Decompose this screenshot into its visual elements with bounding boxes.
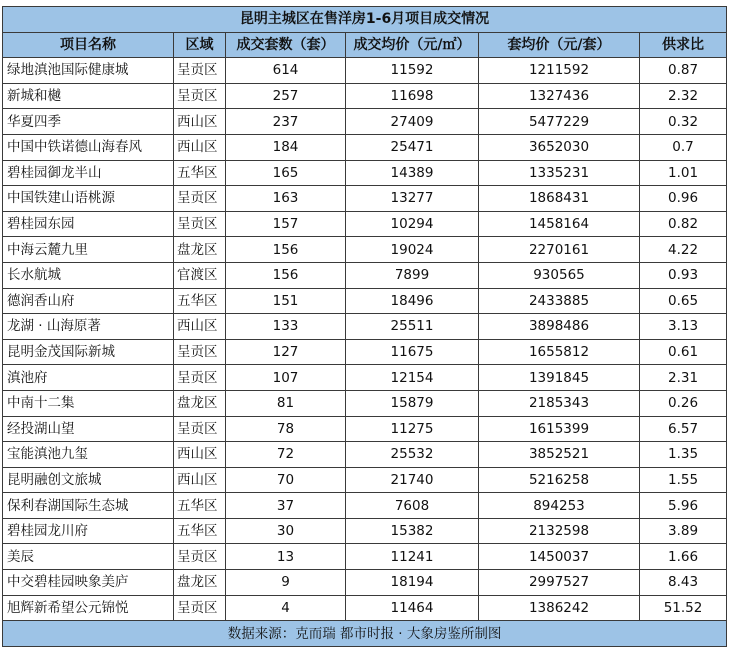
project-name-cell: 旭辉新希望公元锦悦 xyxy=(3,595,174,621)
table-row xyxy=(3,518,727,544)
district-cell: 五华区 xyxy=(174,518,226,544)
supply-ratio-cell: 1.01 xyxy=(640,160,727,186)
unit-price-cell: 1450037 xyxy=(479,544,640,570)
supply-ratio-cell: 51.52 xyxy=(640,595,727,621)
table-row xyxy=(3,58,727,84)
table-row xyxy=(3,595,727,621)
table-body xyxy=(3,58,727,621)
project-name-cell: 中交碧桂园映象美庐 xyxy=(3,570,174,596)
units-sold-cell: 9 xyxy=(226,570,346,596)
table-row xyxy=(3,390,727,416)
avg-price-cell: 10294 xyxy=(346,211,479,237)
units-sold-cell: 237 xyxy=(226,109,346,135)
unit-price-cell: 1391845 xyxy=(479,365,640,391)
supply-ratio-cell: 2.31 xyxy=(640,365,727,391)
district-cell: 西山区 xyxy=(174,134,226,160)
unit-price-cell: 3652030 xyxy=(479,134,640,160)
units-sold-cell: 70 xyxy=(226,467,346,493)
project-name-cell: 昆明金茂国际新城 xyxy=(3,339,174,365)
unit-price-cell: 5216258 xyxy=(479,467,640,493)
units-sold-cell: 156 xyxy=(226,262,346,288)
table-row xyxy=(3,467,727,493)
source-footer: 数据来源：克而瑞 都市时报 · 大象房鉴所制图 xyxy=(3,621,727,647)
table-row xyxy=(3,134,727,160)
units-sold-cell: 184 xyxy=(226,134,346,160)
unit-price-cell: 2997527 xyxy=(479,570,640,596)
district-cell: 呈贡区 xyxy=(174,595,226,621)
project-name-cell: 滇池府 xyxy=(3,365,174,391)
unit-price-cell: 2132598 xyxy=(479,518,640,544)
district-cell: 西山区 xyxy=(174,109,226,135)
avg-price-cell: 14389 xyxy=(346,160,479,186)
units-sold-cell: 165 xyxy=(226,160,346,186)
district-cell: 盘龙区 xyxy=(174,237,226,263)
table-row xyxy=(3,160,727,186)
table-row xyxy=(3,288,727,314)
avg-price-cell: 15879 xyxy=(346,390,479,416)
avg-price-cell: 11464 xyxy=(346,595,479,621)
supply-ratio-cell: 0.65 xyxy=(640,288,727,314)
unit-price-cell: 3852521 xyxy=(479,442,640,468)
supply-ratio-cell: 0.96 xyxy=(640,186,727,212)
supply-ratio-cell: 0.61 xyxy=(640,339,727,365)
supply-ratio-cell: 0.93 xyxy=(640,262,727,288)
supply-ratio-cell: 1.55 xyxy=(640,467,727,493)
unit-price-cell: 1868431 xyxy=(479,186,640,212)
supply-ratio-cell: 0.82 xyxy=(640,211,727,237)
units-sold-cell: 4 xyxy=(226,595,346,621)
table-row xyxy=(3,493,727,519)
avg-price-cell: 11275 xyxy=(346,416,479,442)
avg-price-cell: 25532 xyxy=(346,442,479,468)
units-sold-cell: 614 xyxy=(226,58,346,84)
table-row xyxy=(3,570,727,596)
avg-price-cell: 18496 xyxy=(346,288,479,314)
district-cell: 呈贡区 xyxy=(174,416,226,442)
project-name-cell: 保利春湖国际生态城 xyxy=(3,493,174,519)
table-row xyxy=(3,314,727,340)
unit-price-cell: 1615399 xyxy=(479,416,640,442)
units-sold-cell: 163 xyxy=(226,186,346,212)
supply-ratio-cell: 3.89 xyxy=(640,518,727,544)
unit-price-cell: 1655812 xyxy=(479,339,640,365)
table-row xyxy=(3,237,727,263)
unit-price-cell: 1458164 xyxy=(479,211,640,237)
units-sold-cell: 81 xyxy=(226,390,346,416)
avg-price-cell: 21740 xyxy=(346,467,479,493)
units-sold-cell: 127 xyxy=(226,339,346,365)
unit-price-cell: 930565 xyxy=(479,262,640,288)
avg-price-cell: 11241 xyxy=(346,544,479,570)
district-cell: 五华区 xyxy=(174,288,226,314)
district-cell: 呈贡区 xyxy=(174,186,226,212)
district-cell: 呈贡区 xyxy=(174,58,226,84)
project-name-cell: 中南十二集 xyxy=(3,390,174,416)
supply-ratio-cell: 8.43 xyxy=(640,570,727,596)
project-name-cell: 碧桂园御龙半山 xyxy=(3,160,174,186)
supply-ratio-cell: 3.13 xyxy=(640,314,727,340)
project-name-cell: 碧桂园东园 xyxy=(3,211,174,237)
project-name-cell: 德润香山府 xyxy=(3,288,174,314)
units-sold-cell: 72 xyxy=(226,442,346,468)
district-cell: 西山区 xyxy=(174,467,226,493)
table-row xyxy=(3,339,727,365)
project-name-cell: 龙湖 · 山海原著 xyxy=(3,314,174,340)
table-row xyxy=(3,544,727,570)
units-sold-cell: 30 xyxy=(226,518,346,544)
supply-ratio-cell: 6.57 xyxy=(640,416,727,442)
district-cell: 五华区 xyxy=(174,160,226,186)
project-name-cell: 碧桂园龙川府 xyxy=(3,518,174,544)
table-row xyxy=(3,365,727,391)
supply-ratio-cell: 1.35 xyxy=(640,442,727,468)
table-row xyxy=(3,416,727,442)
district-cell: 西山区 xyxy=(174,314,226,340)
table-row xyxy=(3,186,727,212)
district-cell: 五华区 xyxy=(174,493,226,519)
table-row xyxy=(3,83,727,109)
supply-ratio-cell: 0.87 xyxy=(640,58,727,84)
unit-price-cell: 2270161 xyxy=(479,237,640,263)
project-name-cell: 经投湖山望 xyxy=(3,416,174,442)
project-name-cell: 新城和樾 xyxy=(3,83,174,109)
units-sold-cell: 151 xyxy=(226,288,346,314)
column-header-supply-ratio: 供求比 xyxy=(640,32,727,58)
table-row xyxy=(3,211,727,237)
avg-price-cell: 11698 xyxy=(346,83,479,109)
column-header-name: 项目名称 xyxy=(3,32,174,58)
avg-price-cell: 25471 xyxy=(346,134,479,160)
district-cell: 盘龙区 xyxy=(174,390,226,416)
project-name-cell: 中国铁建山语桃源 xyxy=(3,186,174,212)
project-name-cell: 华夏四季 xyxy=(3,109,174,135)
column-header-units: 成交套数（套） xyxy=(226,32,346,58)
district-cell: 呈贡区 xyxy=(174,211,226,237)
unit-price-cell: 1327436 xyxy=(479,83,640,109)
project-name-cell: 中海云麓九里 xyxy=(3,237,174,263)
avg-price-cell: 13277 xyxy=(346,186,479,212)
unit-price-cell: 2433885 xyxy=(479,288,640,314)
avg-price-cell: 7608 xyxy=(346,493,479,519)
units-sold-cell: 13 xyxy=(226,544,346,570)
avg-price-cell: 18194 xyxy=(346,570,479,596)
unit-price-cell: 1386242 xyxy=(479,595,640,621)
district-cell: 呈贡区 xyxy=(174,83,226,109)
project-name-cell: 宝能滇池九玺 xyxy=(3,442,174,468)
column-header-unit-price: 套均价（元/套） xyxy=(479,32,640,58)
unit-price-cell: 1211592 xyxy=(479,58,640,84)
avg-price-cell: 11592 xyxy=(346,58,479,84)
supply-ratio-cell: 0.32 xyxy=(640,109,727,135)
table-row xyxy=(3,109,727,135)
project-name-cell: 长水航城 xyxy=(3,262,174,288)
transaction-table xyxy=(2,6,727,647)
units-sold-cell: 78 xyxy=(226,416,346,442)
units-sold-cell: 157 xyxy=(226,211,346,237)
units-sold-cell: 133 xyxy=(226,314,346,340)
avg-price-cell: 15382 xyxy=(346,518,479,544)
supply-ratio-cell: 1.66 xyxy=(640,544,727,570)
district-cell: 呈贡区 xyxy=(174,544,226,570)
table-row xyxy=(3,442,727,468)
avg-price-cell: 19024 xyxy=(346,237,479,263)
unit-price-cell: 894253 xyxy=(479,493,640,519)
column-header-district: 区域 xyxy=(174,32,226,58)
table-row xyxy=(3,262,727,288)
district-cell: 呈贡区 xyxy=(174,365,226,391)
units-sold-cell: 107 xyxy=(226,365,346,391)
district-cell: 呈贡区 xyxy=(174,339,226,365)
avg-price-cell: 25511 xyxy=(346,314,479,340)
units-sold-cell: 257 xyxy=(226,83,346,109)
project-name-cell: 中国中铁诺德山海春风 xyxy=(3,134,174,160)
district-cell: 官渡区 xyxy=(174,262,226,288)
avg-price-cell: 27409 xyxy=(346,109,479,135)
column-header-row xyxy=(3,32,727,58)
avg-price-cell: 7899 xyxy=(346,262,479,288)
supply-ratio-cell: 0.26 xyxy=(640,390,727,416)
table-title: 昆明主城区在售洋房1-6月项目成交情况 xyxy=(3,7,727,33)
data-table-container xyxy=(2,6,726,647)
supply-ratio-cell: 0.7 xyxy=(640,134,727,160)
avg-price-cell: 12154 xyxy=(346,365,479,391)
district-cell: 西山区 xyxy=(174,442,226,468)
project-name-cell: 昆明融创文旅城 xyxy=(3,467,174,493)
unit-price-cell: 1335231 xyxy=(479,160,640,186)
district-cell: 盘龙区 xyxy=(174,570,226,596)
supply-ratio-cell: 2.32 xyxy=(640,83,727,109)
units-sold-cell: 37 xyxy=(226,493,346,519)
avg-price-cell: 11675 xyxy=(346,339,479,365)
unit-price-cell: 5477229 xyxy=(479,109,640,135)
column-header-avg-price: 成交均价（元/㎡） xyxy=(346,32,479,58)
supply-ratio-cell: 5.96 xyxy=(640,493,727,519)
project-name-cell: 美辰 xyxy=(3,544,174,570)
unit-price-cell: 2185343 xyxy=(479,390,640,416)
project-name-cell: 绿地滇池国际健康城 xyxy=(3,58,174,84)
units-sold-cell: 156 xyxy=(226,237,346,263)
unit-price-cell: 3898486 xyxy=(479,314,640,340)
supply-ratio-cell: 4.22 xyxy=(640,237,727,263)
